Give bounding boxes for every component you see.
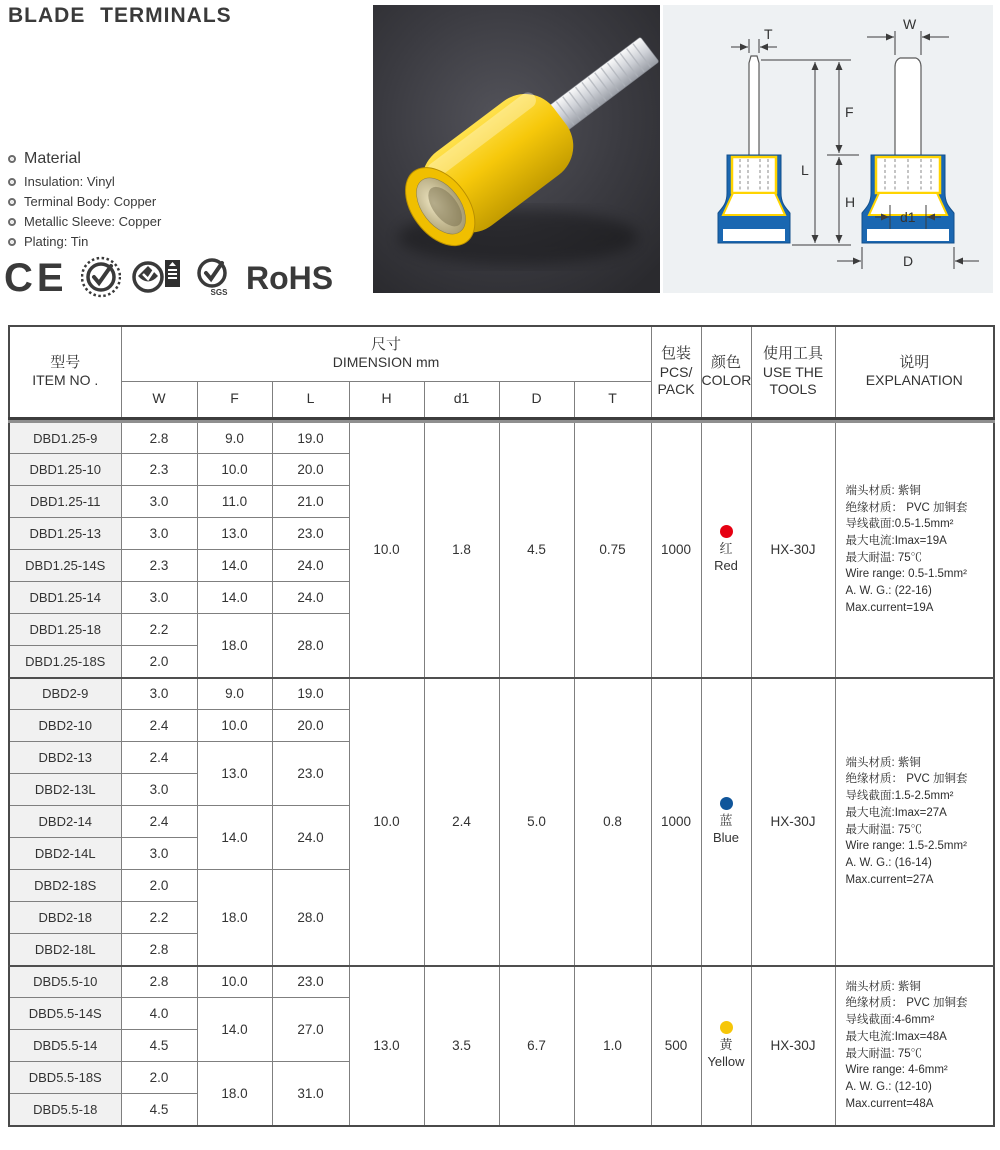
cell-t: 0.75 [574,422,651,678]
cell-item: DBD1.25-9 [9,422,121,454]
cell-l: 24.0 [272,550,349,582]
cell-l: 23.0 [272,518,349,550]
cell-item: DBD2-13 [9,742,121,774]
cell-f: 10.0 [197,710,272,742]
cell-f: 14.0 [197,806,272,870]
cell-item: DBD5.5-10 [9,966,121,998]
cell-item: DBD1.25-10 [9,454,121,486]
header-tools-cn: 使用工具 [763,344,824,362]
cell-w: 3.0 [121,774,197,806]
cell-w: 2.8 [121,966,197,998]
cell-item: DBD1.25-18 [9,614,121,646]
bullet-icon [8,178,16,186]
cell-item: DBD2-9 [9,678,121,710]
dim-label-h: H [845,194,856,210]
cell-item: DBD2-10 [9,710,121,742]
cell-h: 10.0 [349,422,424,678]
bullet-icon [8,198,16,206]
cell-h: 13.0 [349,966,424,1126]
cell-tool: HX-30J [751,422,835,678]
color-name-cn: 黄 [719,1036,733,1052]
cell-explanation: 端头材质: 紫铜 绝缘材质： PVC 加铜套 导线截面:0.5-1.5mm² 最大电流:Imax=19A 最大耐温: 75℃ Wire range: 0.5-1.5mm² A. W. G.: (22-16) Max.current=19A [835,422,994,678]
cell-color [701,678,751,966]
cell-l: 27.0 [272,998,349,1062]
cell-f: 18.0 [197,1062,272,1126]
material-item [8,214,161,229]
cell-d1: 2.4 [424,678,499,966]
header-col-l: L [272,381,349,418]
cell-w: 2.2 [121,614,197,646]
sgs-badge-icon [195,254,235,300]
header-col-d: D [499,381,574,418]
cell-item: DBD5.5-18 [9,1094,121,1126]
cell-t: 0.8 [574,678,651,966]
material-item-label: Insulation: Vinyl [24,174,115,189]
material-item [8,234,161,249]
cell-l: 19.0 [272,678,349,710]
cell-explanation: 端头材质: 紫铜 绝缘材质： PVC 加铜套 导线截面:4-6mm² 最大电流:Imax=48A 最大耐温: 75℃ Wire range: 4-6mm² A. W. G.: (12-10) Max.current=48A [835,966,994,1126]
cell-f: 14.0 [197,582,272,614]
header-expl-cn: 说明 [899,353,930,371]
cell-w: 2.4 [121,806,197,838]
ce-mark-icon [4,255,70,299]
header-pack-en1: PCS/ [659,363,693,380]
header-cell-pack [651,326,701,418]
cell-tool: HX-30J [751,678,835,966]
material-item [8,174,161,189]
cell-w: 2.0 [121,646,197,678]
header-dim-cn: 尺寸 [371,335,402,353]
dim-label-d: D [903,253,914,269]
cell-color [701,966,751,1126]
color-name-en: Red [714,557,738,573]
header-tools-en2: TOOLS [769,381,817,398]
header-pack-en2: PACK [657,381,695,398]
cell-l: 28.0 [272,870,349,966]
cell-l: 20.0 [272,710,349,742]
color-dot [720,797,733,810]
cell-l: 24.0 [272,582,349,614]
cell-item: DBD2-18L [9,934,121,966]
bullet-icon [8,238,16,246]
cell-w: 2.8 [121,934,197,966]
header-col-d1: d1 [424,381,499,418]
header-item-en: ITEM NO . [32,372,99,389]
cell-w: 2.8 [121,422,197,454]
cell-f: 13.0 [197,518,272,550]
cell-item: DBD5.5-14S [9,998,121,1030]
cell-item: DBD2-13L [9,774,121,806]
cell-w: 2.4 [121,710,197,742]
cell-item: DBD2-14L [9,838,121,870]
cell-l: 19.0 [272,422,349,454]
header-cell-tools [751,326,835,418]
cell-pack: 500 [651,966,701,1126]
cell-item: DBD2-14 [9,806,121,838]
cell-l: 23.0 [272,966,349,998]
cell-l: 31.0 [272,1062,349,1126]
cell-l: 23.0 [272,742,349,806]
cell-f: 10.0 [197,454,272,486]
color-name-en: Yellow [707,1053,745,1069]
cell-item: DBD1.25-14 [9,582,121,614]
dim-label-t: T [764,26,773,42]
svg-text:CE: CE [4,256,68,299]
svg-text:SGS: SGS [210,288,228,297]
header-col-f: F [197,381,272,418]
cell-t: 1.0 [574,966,651,1126]
cell-f: 14.0 [197,998,272,1062]
cell-w: 2.3 [121,454,197,486]
header-col-h: H [349,381,424,418]
spec-table-header [8,325,995,420]
cell-w: 3.0 [121,518,197,550]
bullet-icon [8,218,16,226]
cell-item: DBD1.25-14S [9,550,121,582]
cell-d: 4.5 [499,422,574,678]
cell-w: 2.0 [121,1062,197,1094]
cell-w: 4.5 [121,1094,197,1126]
cell-color [701,422,751,678]
svg-text:RoHS: RoHS [246,260,334,296]
cell-w: 2.4 [121,742,197,774]
cell-w: 2.2 [121,902,197,934]
color-dot [720,1021,733,1034]
cell-w: 2.0 [121,870,197,902]
color-dot [720,525,733,538]
dim-label-l: L [801,162,809,178]
cell-l: 28.0 [272,614,349,678]
cell-w: 3.0 [121,678,197,710]
cell-f: 18.0 [197,870,272,966]
cell-w: 3.0 [121,838,197,870]
cell-d1: 1.8 [424,422,499,678]
cell-l: 20.0 [272,454,349,486]
color-name-en: Blue [712,829,740,845]
header-cell-item [9,326,121,418]
material-item-label: Terminal Body: Copper [24,194,157,209]
cell-w: 2.3 [121,550,197,582]
cell-f: 13.0 [197,742,272,806]
cell-f: 14.0 [197,550,272,582]
header-dim-en: DIMENSION mm [332,354,440,371]
cell-pack: 1000 [651,678,701,966]
header-col-w: W [121,381,197,418]
header-color-cn: 颜色 [711,353,742,371]
dim-label-w: W [903,16,917,32]
cell-item: DBD2-18S [9,870,121,902]
cell-h: 10.0 [349,678,424,966]
iso-ukas-badge-icon [132,254,184,300]
cell-tool: HX-30J [751,966,835,1126]
cell-d1: 3.5 [424,966,499,1126]
material-item [8,194,161,209]
material-item-label: Metallic Sleeve: Copper [24,214,162,229]
cell-item: DBD5.5-14 [9,1030,121,1062]
cell-f: 10.0 [197,966,272,998]
cell-f: 9.0 [197,422,272,454]
material-item-label: Plating: Tin [24,234,89,249]
product-photo [373,5,660,293]
cell-d: 5.0 [499,678,574,966]
cell-item: DBD1.25-18S [9,646,121,678]
color-name-cn: 红 [719,540,733,556]
cell-f: 9.0 [197,678,272,710]
header-pack-cn: 包装 [661,344,692,362]
cell-f: 11.0 [197,486,272,518]
cell-item: DBD2-18 [9,902,121,934]
dimension-diagram [663,5,993,293]
dim-label-d1: d1 [900,209,916,225]
rohs-label [246,255,342,299]
cell-f: 18.0 [197,614,272,678]
material-heading-label: Material [24,150,81,167]
cell-pack: 1000 [651,422,701,678]
material-list [8,150,161,254]
cell-w: 3.0 [121,582,197,614]
cell-d: 6.7 [499,966,574,1126]
cell-explanation: 端头材质: 紫铜 绝缘材质： PVC 加铜套 导线截面:1.5-2.5mm² 最大电流:Imax=27A 最大耐温: 75℃ Wire range: 1.5-2.5mm² A. W. G.: (16-14) Max.current=27A [835,678,994,966]
header-color-en: COLOR [701,372,752,389]
cell-item: DBD1.25-13 [9,518,121,550]
header-expl-en: EXPLANATION [865,372,963,389]
dim-label-f: F [845,104,854,120]
cert-check-badge-icon [81,254,121,300]
cell-w: 3.0 [121,486,197,518]
material-heading [8,150,161,168]
table-row [9,422,994,454]
header-cell-dimension [121,326,651,381]
cell-l: 21.0 [272,486,349,518]
header-item-cn: 型号 [50,353,81,371]
color-name-cn: 蓝 [719,812,733,828]
certification-row [4,254,342,300]
bullet-icon [8,155,16,163]
cell-l: 24.0 [272,806,349,870]
table-row [9,678,994,710]
header-cell-explanation [835,326,994,418]
header-tools-en1: USE THE [762,363,824,380]
cell-item: DBD1.25-11 [9,486,121,518]
cell-w: 4.5 [121,1030,197,1062]
page-title: BLADE TERMINALS [8,4,232,27]
cell-item: DBD5.5-18S [9,1062,121,1094]
spec-table-body [8,420,995,1127]
header-col-t: T [574,381,651,418]
cell-w: 4.0 [121,998,197,1030]
table-row [9,966,994,998]
header-cell-color [701,326,751,418]
